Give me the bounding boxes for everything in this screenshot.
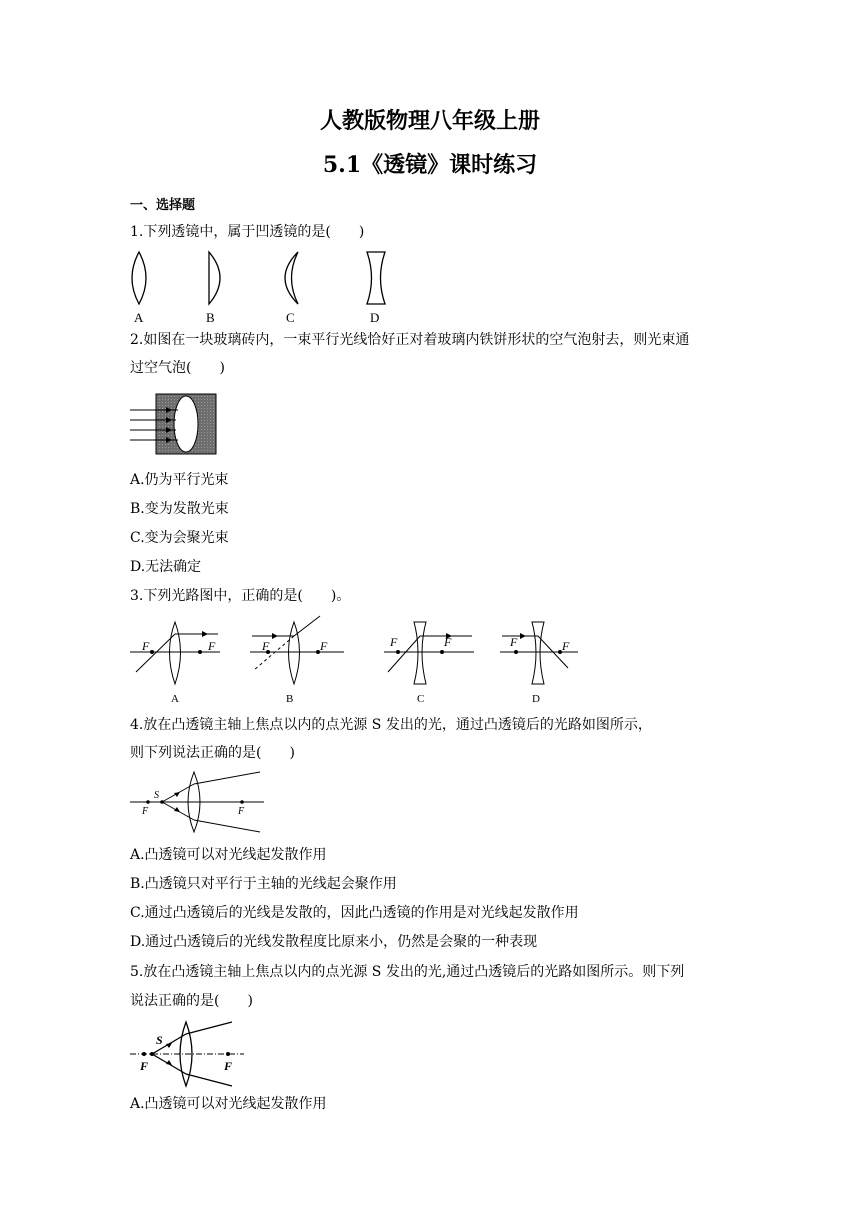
q5-focus-right: F [224, 1059, 233, 1073]
q2-option-d: D.无法确定 [130, 559, 202, 575]
q3-b-focus-left: F [262, 639, 270, 653]
q4-focus-left: F [142, 806, 149, 817]
lens-b-plano-convex [209, 252, 220, 304]
q2-stem-line2: 过空气泡( ) [130, 360, 225, 376]
q2-option-a: A.仍为平行光束 [130, 472, 229, 488]
q3-b-focus-right: F [320, 639, 328, 653]
q4-source-label: S [154, 790, 159, 801]
q3-d-focus-left: F [510, 635, 518, 649]
q5-stem-line1: 5.放在凸透镜主轴上焦点以内的点光源 S 发出的光,通过凸透镜后的光路如图所示。则下列 [130, 964, 685, 980]
q5-lens-figure [128, 1018, 248, 1088]
q2-glass-figure [128, 392, 220, 458]
lens-c-meniscus [285, 252, 298, 304]
q4-option-b: B.凸透镜只对平行于主轴的光线起会聚作用 [130, 876, 397, 892]
q3-label-c: C [417, 693, 425, 705]
q5-stem-line2: 说法正确的是( ) [130, 993, 253, 1009]
q4-option-a: A.凸透镜可以对光线起发散作用 [130, 847, 327, 863]
q4-stem-line2: 则下列说法正确的是( ) [130, 745, 295, 761]
q4-focus-right: F [238, 806, 245, 817]
lens-d-concave [367, 252, 385, 304]
q3-ray-diagrams [128, 614, 588, 708]
q3-label-a: A [171, 693, 179, 705]
q4-lens-figure [128, 770, 268, 836]
q3-a-focus-right: F [208, 639, 216, 653]
q1-label-a: A [134, 310, 144, 325]
q1-label-b: B [206, 310, 215, 325]
q2-stem-line1: 2.如图在一块玻璃砖内，一束平行光线恰好正对着玻璃内铁饼形状的空气泡射去，则光束通 [130, 332, 690, 348]
q3-c-focus-left: F [390, 635, 398, 649]
q3-label-b: B [286, 693, 294, 705]
q1-label-d: D [370, 310, 380, 325]
page-title: 人教版物理八年级上册 [319, 108, 540, 134]
q4-option-d: D.通过凸透镜后的光线发散程度比原来小，仍然是会聚的一种表现 [130, 934, 538, 950]
lens-a-convex [132, 252, 146, 304]
q2-option-c: C.变为会聚光束 [130, 530, 229, 546]
q2-option-b: B.变为发散光束 [130, 501, 229, 517]
section-heading: 一、选择题 [130, 198, 196, 213]
q1-lens-figure [120, 248, 400, 326]
q5-source-label: S [156, 1033, 163, 1047]
q5-option-a: A.凸透镜可以对光线起发散作用 [130, 1096, 327, 1112]
q3-diagram-b [250, 616, 344, 705]
page-subtitle: 5.1《透镜》课时练习 [322, 152, 538, 178]
q5-focus-left: F [140, 1059, 149, 1073]
q3-diagram-a [130, 622, 220, 705]
q1-stem: 1.下列透镜中，属于凹透镜的是( ) [130, 224, 365, 240]
q4-stem-line1: 4.放在凸透镜主轴上焦点以内的点光源 S 发出的光，通过凸透镜后的光路如图所示， [130, 717, 652, 733]
q4-option-c: C.通过凸透镜后的光线是发散的，因此凸透镜的作用是对光线起发散作用 [130, 905, 579, 921]
q3-d-focus-right: F [562, 639, 570, 653]
q3-diagram-c [384, 622, 474, 705]
q1-label-c: C [286, 310, 295, 325]
q3-c-focus-right: F [444, 635, 452, 649]
air-bubble [174, 396, 198, 452]
q3-a-focus-left: F [142, 639, 150, 653]
q3-diagram-d [500, 622, 578, 705]
q3-label-d: D [532, 693, 540, 705]
q3-stem: 3.下列光路图中，正确的是( )。 [130, 588, 351, 604]
